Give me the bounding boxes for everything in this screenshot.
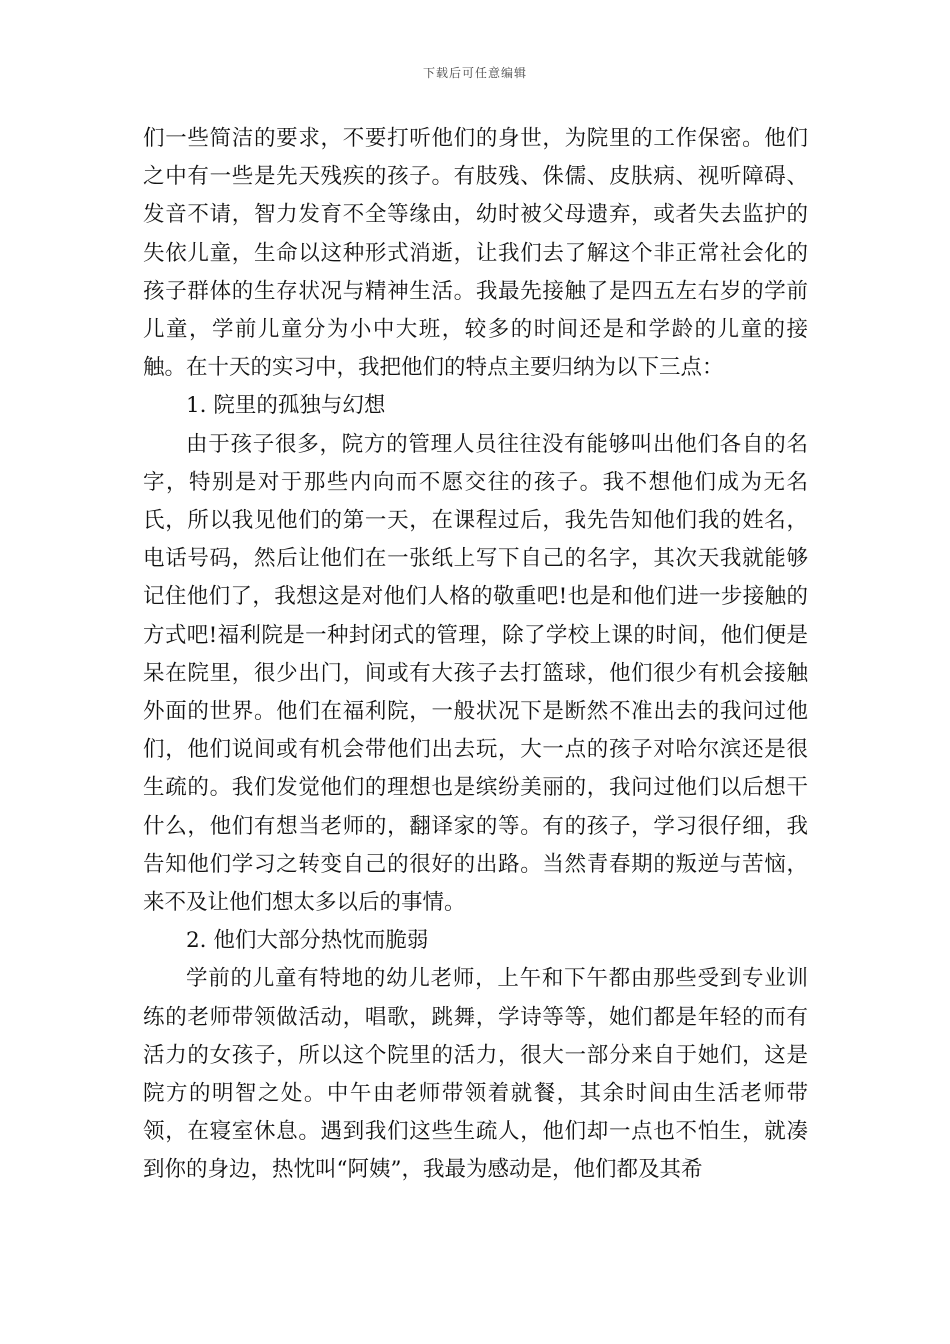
document-body (143, 120, 808, 1190)
body-paragraph-2: 由于孩子很多，院方的管理人员往往没有能够叫出他们各自的名字，特别是对于那些内向而不愿交往的孩子。我不想他们成为无名氏，所以我见他们的第一天，在课程过后，我先告知他们我的姓名，电话号码，然后让他们在一张纸上写下自己的名字，其次天我就能够记住他们了，我想这是对他们人格的敬重吧!也是和他们进一步接触的方式吧!福利院是一种封闭式的管理，除了学校上课的时间，他们便是呆在院里，很少出门，间或有大孩子去打篮球，他们很少有机会接触外面的世界。他们在福利院，一般状况下是断然不准出去的我问过他们，他们说间或有机会带他们出去玩，大一点的孩子对哈尔滨还是很生疏的。我们发觉他们的理想也是缤纷美丽的，我问过他们以后想干什么，他们有想当老师的，翻译家的等。有的孩子，学习很仔细，我告知他们学习之转变自己的很好的出路。当然青春期的叛逆与苦恼，来不及让他们想太多以后的事情。 (143, 431, 808, 916)
body-paragraph-3: 学前的儿童有特地的幼儿老师，上午和下午都由那些受到专业训练的老师带领做活动，唱歌，跳舞，学诗等等，她们都是年轻的而有活力的女孩子，所以这个院里的活力，很大一部分来自于她们，这是院方的明智之处。中午由老师带领着就餐，其余时间由生活老师带领，在寝室休息。遇到我们这些生疏人，他们却一点也不怕生，就凑到你的身边，热忱叫“阿姨”，我最为感动是，他们都及其希 (143, 966, 808, 1183)
section-heading-2: 2. 他们大部分热忱而脆弱 (186, 928, 429, 954)
section-heading-1: 1. 院里的孤独与幻想 (186, 393, 386, 419)
page-header: 下载后可任意编辑 (422, 66, 527, 80)
body-paragraph-1: 们一些简洁的要求，不要打听他们的身世，为院里的工作保密。他们之中有一些是先天残疾的孩子。有肢残、侏儒、皮肤病、视听障碍、发音不请，智力发育不全等缘由，幼时被父母遗弃，或者失去监护的失依儿童，生命以这种形式消逝，让我们去了解这个非正常社会化的孩子群体的生存状况与精神生活。我最先接触了是四五左右岁的学前儿童，学前儿童分为小中大班，较多的时间还是和学龄的儿童的接触。在十天的实习中，我把他们的特点主要归纳为以下三点： (143, 126, 808, 381)
